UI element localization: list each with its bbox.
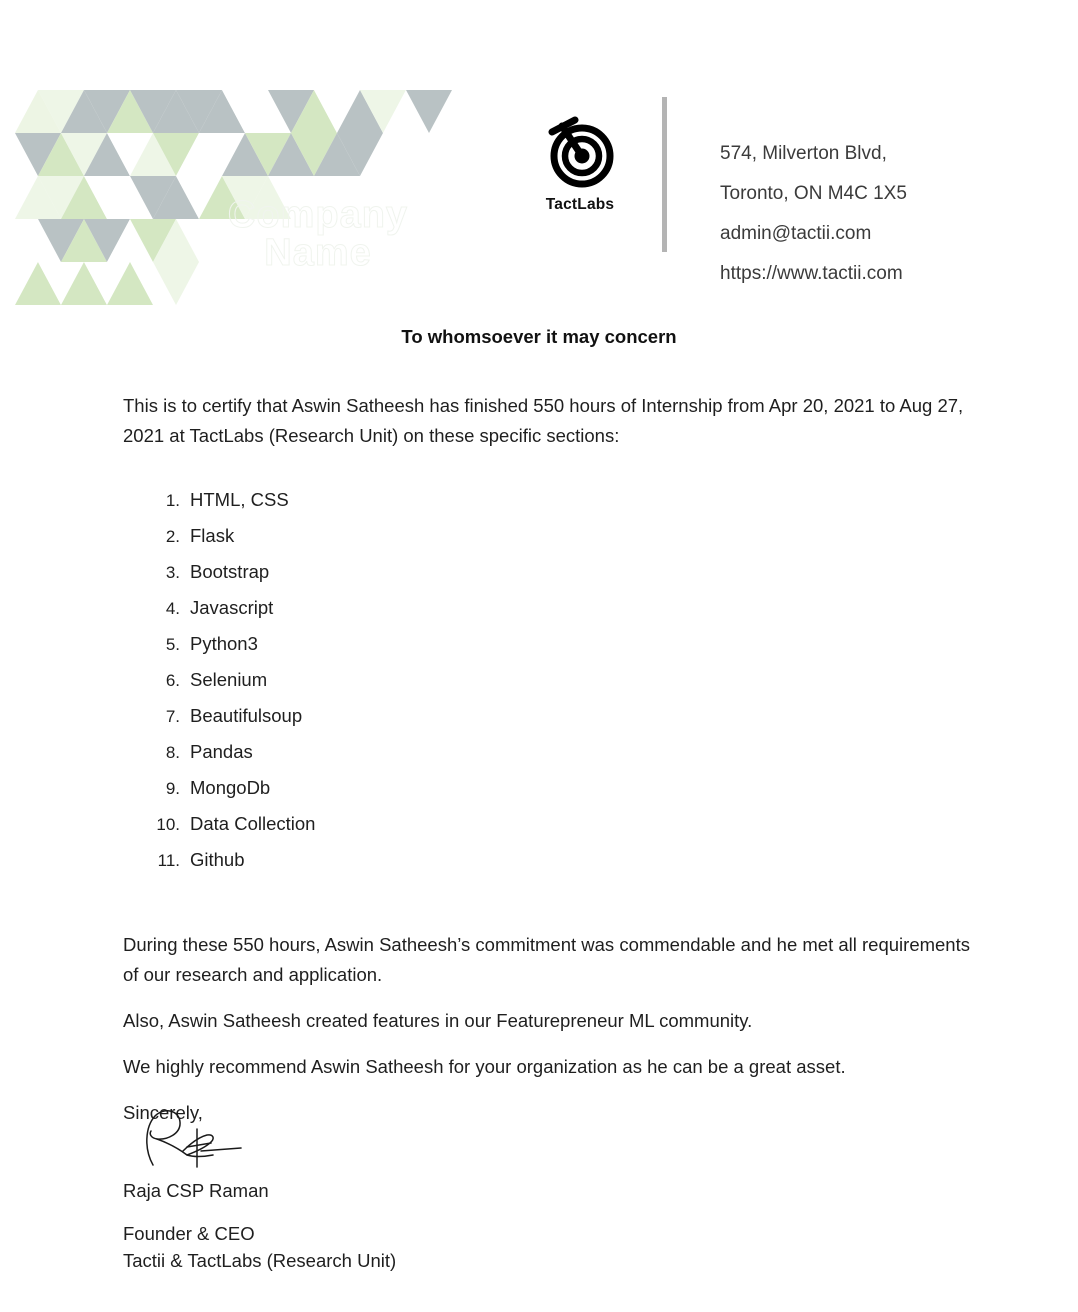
list-item-label: Flask xyxy=(190,525,235,546)
closing-paragraph-recommendation: We highly recommend Aswin Satheesh for your organization as he can be a great asset. xyxy=(123,1056,846,1077)
closing-paragraph-features: Also, Aswin Satheesh created features in our Featurepreneur ML community. xyxy=(123,1010,753,1031)
list-item-label: Selenium xyxy=(190,669,268,690)
skills-list xyxy=(123,489,643,885)
list-item xyxy=(123,813,643,849)
signature-block xyxy=(123,1105,643,1274)
list-item xyxy=(123,849,643,885)
list-item xyxy=(123,525,643,561)
watermark-line-2: Name xyxy=(264,232,372,274)
address-line-email: admin@tactii.com xyxy=(720,223,872,244)
list-item xyxy=(123,633,643,669)
list-item-number: 8. xyxy=(165,743,180,762)
closing-signoff: Sincerely, xyxy=(123,1102,203,1123)
list-item-label: MongoDb xyxy=(190,777,271,798)
letter-salutation: To whomsoever it may concern xyxy=(401,326,677,347)
closing-paragraph-commitment: During these 550 hours, Aswin Satheesh’s commitment was commendable and he met all requirements of our research and application. xyxy=(123,934,970,985)
address-line-street: 574, Milverton Blvd, xyxy=(720,143,887,164)
letter-intro-paragraph: This is to certify that Aswin Satheesh has finished 550 hours of Internship from Apr 20, 2021 to Aug 27, 2021 at TactLabs (Research Unit) on these specific sections: xyxy=(123,395,964,446)
address-line-city: Toronto, ON M4C 1X5 xyxy=(720,183,907,204)
list-item-label: Python3 xyxy=(190,633,258,654)
list-item-number: 4. xyxy=(165,599,180,618)
company-logo-block xyxy=(510,112,650,214)
list-item-number: 11. xyxy=(157,851,180,870)
list-item xyxy=(123,777,643,813)
list-item-label: Bootstrap xyxy=(190,561,270,582)
list-item xyxy=(123,669,643,705)
list-item-label: Pandas xyxy=(190,741,253,762)
address-line-website: https://www.tactii.com xyxy=(720,263,903,284)
target-bullseye-arrow-icon xyxy=(544,112,616,190)
list-item xyxy=(123,705,643,741)
list-item xyxy=(123,489,643,525)
list-item-number: 6. xyxy=(165,671,180,690)
handwritten-signature-icon xyxy=(135,1105,250,1170)
header-vertical-divider xyxy=(662,97,667,252)
list-item-number: 3. xyxy=(165,563,180,582)
list-item-label: Data Collection xyxy=(190,813,316,834)
letterhead-header xyxy=(0,0,1078,310)
list-item xyxy=(123,741,643,777)
watermark-line-1: Company xyxy=(227,194,409,236)
signer-organization: Tactii & TactLabs (Research Unit) xyxy=(123,1250,397,1271)
company-address-block xyxy=(720,134,1040,294)
list-item-label: Github xyxy=(190,849,245,870)
company-name-label: TactLabs xyxy=(545,196,615,213)
list-item-number: 1. xyxy=(165,491,180,510)
list-item-number: 2. xyxy=(165,527,180,546)
list-item-label: Javascript xyxy=(190,597,274,618)
signer-title: Founder & CEO xyxy=(123,1223,255,1244)
list-item-label: HTML, CSS xyxy=(190,489,289,510)
list-item-number: 9. xyxy=(165,779,180,798)
list-item-label: Beautifulsoup xyxy=(190,705,303,726)
list-item xyxy=(123,597,643,633)
list-item xyxy=(123,561,643,597)
list-item-number: 10. xyxy=(156,815,180,834)
signer-name: Raja CSP Raman xyxy=(123,1180,269,1201)
list-item-number: 7. xyxy=(165,707,180,726)
list-item-number: 5. xyxy=(165,635,180,654)
